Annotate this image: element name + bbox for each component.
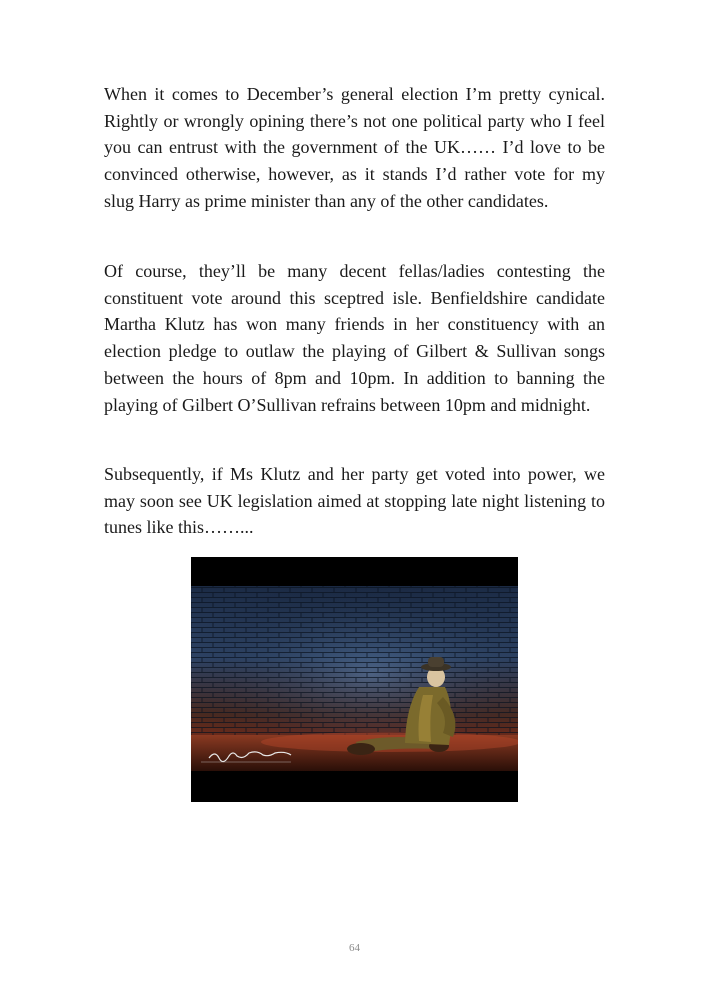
paragraph-legislation: Subsequently, if Ms Klutz and her party get voted into power, we may soon see UK legislation aimed at stopping late night listening to tunes like this……...: [104, 464, 605, 538]
brick-wall-photo: [191, 557, 518, 802]
paragraph-election-intro: When it comes to December’s general election I’m pretty cynical. Rightly or wrongly opining there’s not one political party who I feel you can entrust with the government of the UK…… I’d love to be convinced otherwise, however, as it stands I’d rather vote for my slug Harry as prime minister than any of the other candidates.: [104, 84, 605, 211]
photo-illustration: [191, 557, 518, 802]
page-number: 64: [349, 942, 360, 954]
paragraph-martha-klutz: Of course, they’ll be many decent fellas/ladies contesting the constituent vote around this sceptred isle. Benfieldshire candidate Martha Klutz has won many friends in her constituency with an election pledge to outlaw the playing of Gilbert & Sullivan songs between the hours of 8pm and 10pm. In addition to banning the playing of Gilbert O’Sullivan refrains between 10pm and midnight.: [104, 261, 605, 415]
